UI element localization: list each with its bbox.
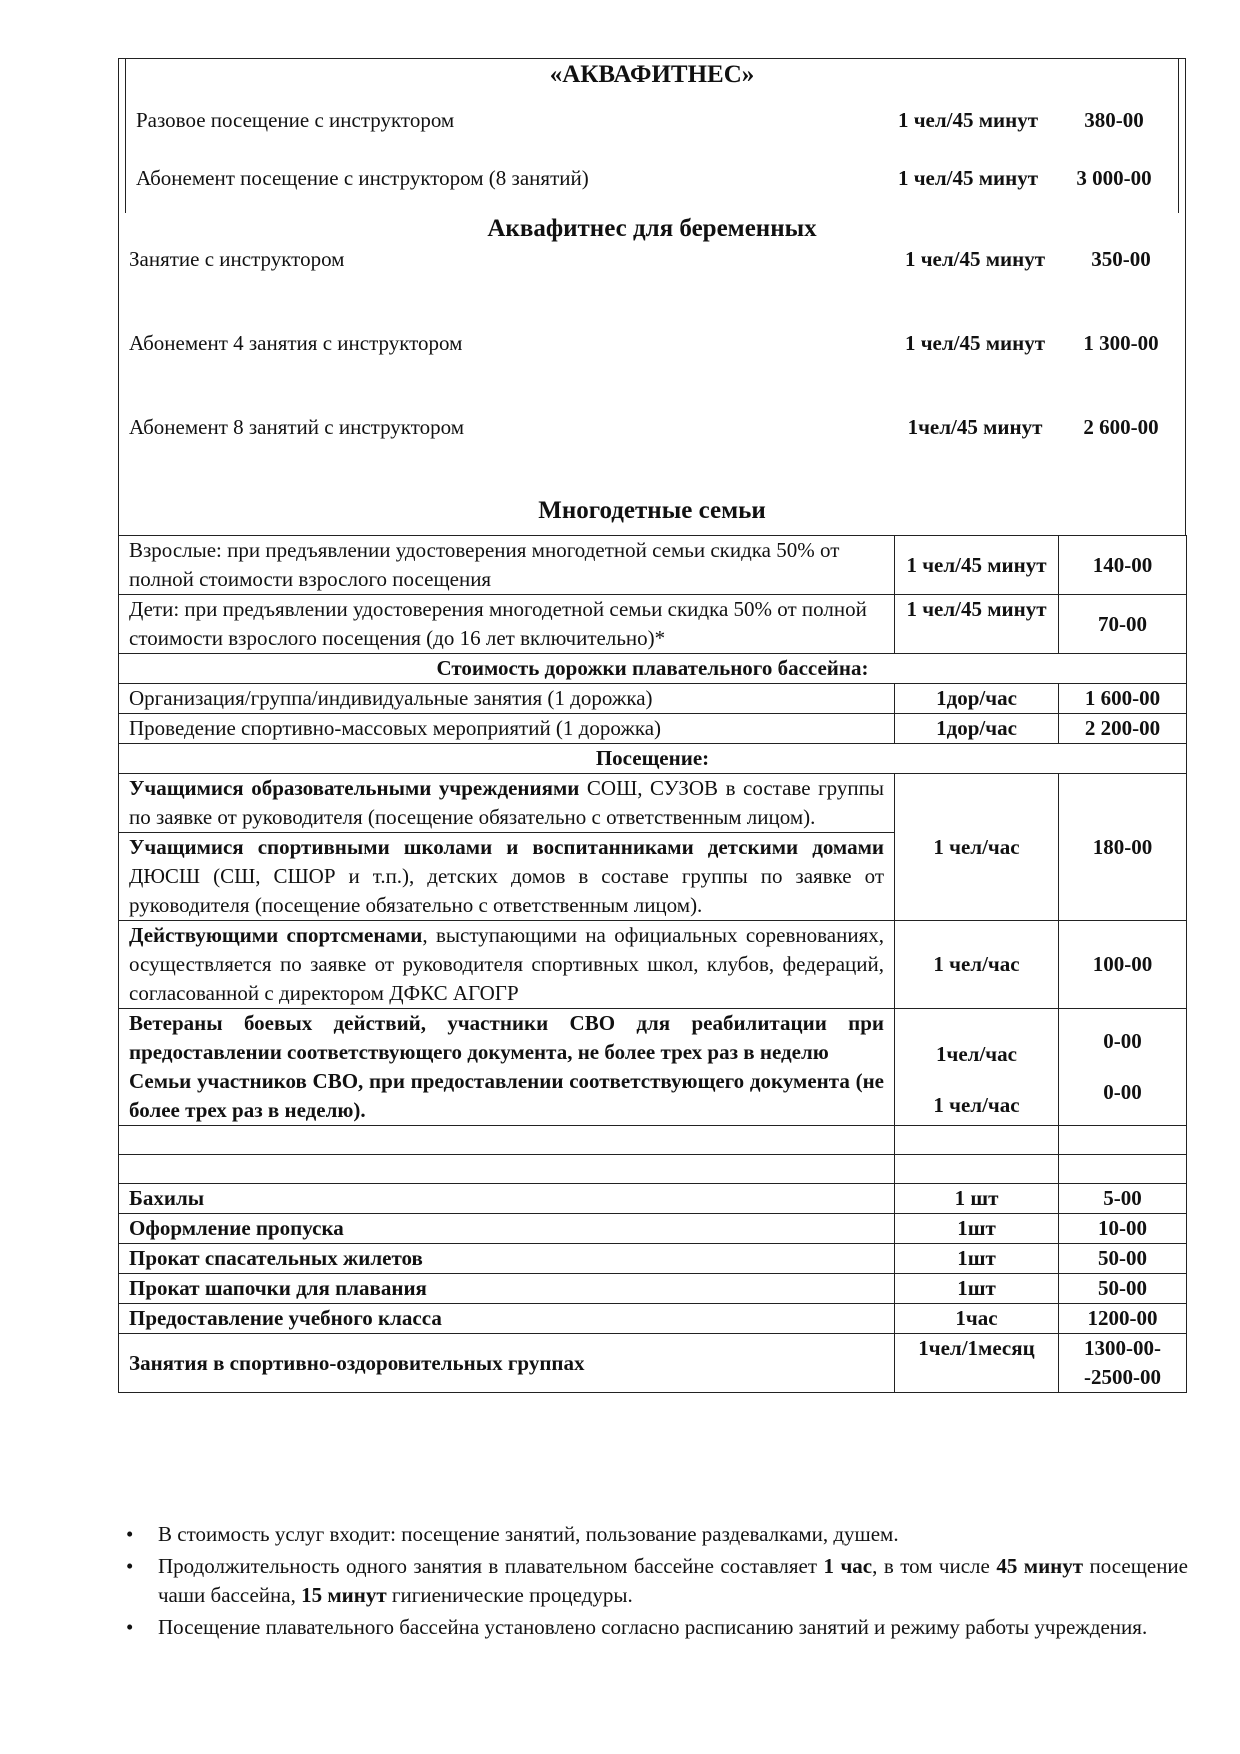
athletes-bold: Действующими спортсменами xyxy=(129,923,423,947)
table-row xyxy=(119,1304,1187,1334)
svo-families-unit: 1 чел/час xyxy=(933,1093,1020,1117)
service-price: 1300-00- -2500-00 xyxy=(1059,1334,1187,1393)
aquafitness-title: «АКВАФИТНЕС» xyxy=(549,61,755,88)
service-price: 1 600-00 xyxy=(1059,684,1187,714)
service-unit: 1час xyxy=(895,1304,1059,1334)
sport-schools-cell xyxy=(119,833,895,921)
service-unit: 1чел/45 минут xyxy=(907,415,1043,439)
lane-title: Стоимость дорожки плавательного бассейна: xyxy=(119,654,1187,684)
empty-cell xyxy=(1059,1126,1187,1155)
service-name: Занятия в спортивно-оздоровительных группах xyxy=(119,1334,895,1393)
service-name: Прокат спасательных жилетов xyxy=(119,1244,895,1274)
table-row xyxy=(119,654,1187,684)
service-unit: 1 чел/45 минут xyxy=(897,107,1039,132)
service-unit: 1 чел/45 минут xyxy=(895,536,1059,595)
note-item xyxy=(158,1552,1188,1610)
service-price: 10-00 xyxy=(1059,1214,1187,1244)
service-name: Прокат шапочки для плавания xyxy=(119,1274,895,1304)
table-row xyxy=(119,1274,1187,1304)
sport-rest: ДЮСШ (СШ, СШОР и т.п.), детских домов в составе группы по заявке от руководителя (посещение обязательно с ответственным лицом). xyxy=(129,864,884,917)
service-name: Дети: при предъявлении удостоверения многодетной семьи скидка 50% от полной стоимости взрослого посещения (до 16 лет включительно)* xyxy=(119,595,895,654)
service-unit: 1шт xyxy=(895,1274,1059,1304)
service-price: 2 200-00 xyxy=(1059,714,1187,744)
table-row xyxy=(119,921,1187,1009)
service-unit: 1дор/час xyxy=(895,714,1059,744)
service-name: Проведение спортивно-массовых мероприятий (1 дорожка) xyxy=(119,714,895,744)
veterans-unit: 1чел/час xyxy=(936,1042,1017,1066)
table-row xyxy=(119,595,1187,654)
athletes-price: 100-00 xyxy=(1059,921,1187,1009)
service-unit: 1 чел/45 минут xyxy=(904,247,1046,271)
empty-cell xyxy=(119,1155,895,1184)
top-section xyxy=(118,58,1186,535)
note-text: Продолжительность одного занятия в плавательном бассейне составляет xyxy=(158,1554,824,1578)
service-name: Взрослые: при предъявлении удостоверения многодетной семьи скидка 50% от полной стоимости взрослого посещения xyxy=(119,536,895,595)
service-price: 140-00 xyxy=(1059,536,1187,595)
pregnant-title: Аквафитнес для беременных xyxy=(487,215,817,242)
empty-cell xyxy=(895,1155,1059,1184)
table-row xyxy=(119,774,1187,833)
table-row xyxy=(119,1214,1187,1244)
table-row xyxy=(119,1184,1187,1214)
service-name: Абонемент 4 занятия с инструктором xyxy=(129,331,463,355)
veterans-price: 0-00 xyxy=(1103,1029,1142,1053)
veterans-text: Ветераны боевых действий, участники СВО для реабилитации при предоставлении соответствующего документа, не более трех раз в неделю xyxy=(129,1011,884,1064)
visit-title: Посещение: xyxy=(119,744,1187,774)
table-row xyxy=(119,536,1187,595)
service-unit: 1шт xyxy=(895,1214,1059,1244)
service-price: 50-00 xyxy=(1059,1244,1187,1274)
pregnant-row-3 xyxy=(119,413,1185,487)
service-unit: 1дор/час xyxy=(895,684,1059,714)
students-rest: СОШ, СУЗОВ в составе группы по заявке от руководителя (посещение обязательно с ответственным лицом). xyxy=(129,776,884,829)
service-name: Разовое посещение с инструктором xyxy=(136,107,455,132)
service-price: 70-00 xyxy=(1059,595,1187,654)
large-families-title: Многодетные семьи xyxy=(538,497,766,524)
service-price: 5-00 xyxy=(1059,1184,1187,1214)
empty-cell xyxy=(119,1126,895,1155)
group-price: 180-00 xyxy=(1059,774,1187,921)
aquafitness-box xyxy=(125,59,1179,213)
table-row xyxy=(119,1244,1187,1274)
note-item: • Посещение плавательного бассейна установлено согласно расписанию занятий и режиму работы учреждения. xyxy=(158,1613,1188,1642)
service-unit: 1 чел/45 минут xyxy=(895,595,1059,654)
service-unit: 1чел/1месяц xyxy=(895,1334,1059,1393)
empty-cell xyxy=(1059,1155,1187,1184)
service-name: Занятие с инструктором xyxy=(129,247,345,271)
athletes-cell xyxy=(119,921,895,1009)
veterans-cell xyxy=(119,1009,895,1126)
price-table xyxy=(118,535,1187,1393)
note-text: гигиенические процедуры. xyxy=(386,1583,633,1607)
service-unit: 1шт xyxy=(895,1244,1059,1274)
table-row xyxy=(119,714,1187,744)
note-text: , в том числе xyxy=(872,1554,997,1578)
table-row xyxy=(119,684,1187,714)
service-name: Организация/группа/индивидуальные занятия (1 дорожка) xyxy=(119,684,895,714)
students-cell xyxy=(119,774,895,833)
table-row xyxy=(119,1126,1187,1155)
service-unit: 1 чел/45 минут xyxy=(904,331,1046,355)
service-price: 380-00 xyxy=(1084,107,1144,132)
price-list xyxy=(118,58,1186,1393)
svo-families-text: Семьи участников СВО, при предоставлении соответствующего документа (не более трех раз в неделю). xyxy=(129,1069,884,1122)
table-row xyxy=(119,744,1187,774)
service-price: 350-00 xyxy=(1091,247,1151,271)
note-item: • В стоимость услуг входит: посещение занятий, пользование раздевалками, душем. xyxy=(158,1520,1188,1549)
service-unit: 1 шт xyxy=(895,1184,1059,1214)
note-text: посещение чаши бассейна, xyxy=(158,1554,1188,1607)
group-unit: 1 чел/час xyxy=(895,774,1059,921)
service-name: Абонемент посещение с инструктором (8 занятий) xyxy=(136,165,589,190)
note-bold: 1 час xyxy=(823,1554,873,1578)
athletes-unit: 1 чел/час xyxy=(895,921,1059,1009)
service-price: 3 000-00 xyxy=(1076,165,1152,190)
service-name: Оформление пропуска xyxy=(119,1214,895,1244)
veterans-unit-cell xyxy=(895,1009,1059,1126)
students-bold: Учащимися образовательными учреждениями xyxy=(129,776,580,800)
veterans-price-cell xyxy=(1059,1009,1187,1126)
service-price: 1 300-00 xyxy=(1083,331,1159,355)
aquafitness-row-2 xyxy=(126,149,1178,207)
notes-list xyxy=(118,1520,1188,1645)
note-bold: 15 минут xyxy=(301,1583,387,1607)
table-row xyxy=(119,1334,1187,1393)
service-unit: 1 чел/45 минут xyxy=(897,165,1039,190)
service-price: 1200-00 xyxy=(1059,1304,1187,1334)
aquafitness-row-1 xyxy=(126,91,1178,149)
note-bold: 45 минут xyxy=(996,1554,1084,1578)
service-name: Абонемент 8 занятий с инструктором xyxy=(129,415,465,439)
service-price: 2 600-00 xyxy=(1083,415,1159,439)
service-price: 50-00 xyxy=(1059,1274,1187,1304)
service-name: Предоставление учебного класса xyxy=(119,1304,895,1334)
empty-cell xyxy=(895,1126,1059,1155)
pregnant-row-2 xyxy=(119,329,1185,413)
table-row xyxy=(119,1155,1187,1184)
svo-families-price: 0-00 xyxy=(1103,1080,1142,1104)
sport-bold: Учащимися спортивными школами и воспитанниками детскими домами xyxy=(129,835,884,859)
service-name: Бахилы xyxy=(119,1184,895,1214)
pregnant-row-1 xyxy=(119,245,1185,329)
table-row xyxy=(119,1009,1187,1126)
athletes-rest: , выступающими на официальных соревнованиях, осуществляется по заявке от руководителя спортивных школ, клубов, федераций, согласованной с директором ДФКС АГОГР xyxy=(129,923,884,1005)
